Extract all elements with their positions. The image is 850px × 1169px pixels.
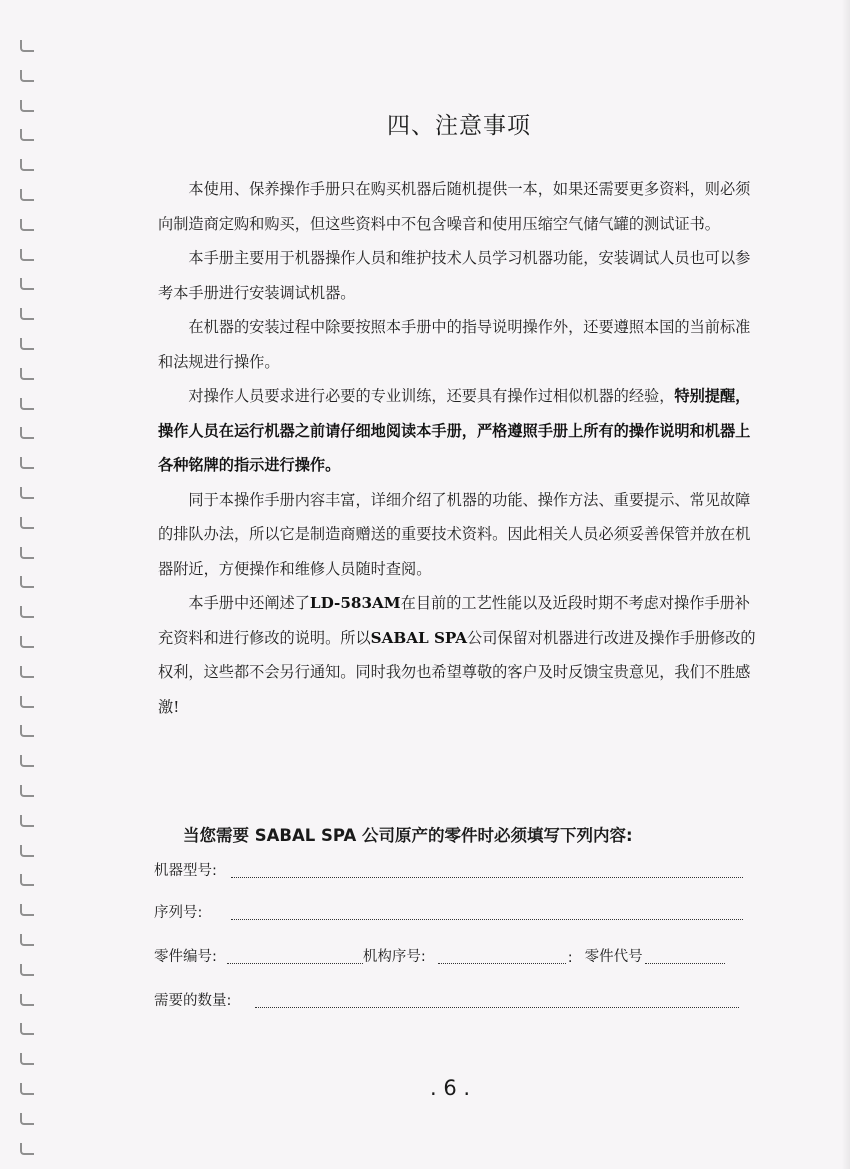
mechanism-number-label: 机构序号: <box>362 949 426 965</box>
part-number-row <box>154 938 754 968</box>
binding-hole <box>20 1143 34 1155</box>
page-edge-shadow <box>842 0 850 1169</box>
binding-hole <box>20 70 34 82</box>
binding-hole <box>20 398 34 410</box>
machine-model-field[interactable] <box>231 863 743 878</box>
paragraph-3 <box>158 310 762 379</box>
paragraph-1 <box>158 172 762 241</box>
paragraph-4-text: 对操作人员要求进行必要的专业训练，还要具有操作过相似机器的经验， <box>188 387 675 405</box>
binding-hole <box>20 934 34 946</box>
serial-number-label: 序列号: <box>154 905 203 921</box>
part-number-field[interactable] <box>227 949 363 964</box>
binding-hole <box>20 368 34 380</box>
form-heading: 当您需要 SABAL SPA 公司原产的零件时必须填写下列内容: <box>183 826 633 845</box>
binding-hole <box>20 427 34 439</box>
paragraph-6-text-c: 公司保留对机器进行改进及操作手册修改的权利，这些都不会另行通知。同时我勿也希望尊敬的客户及时反馈宝贵意见，我们不胜感激! <box>158 628 756 716</box>
machine-model-label: 机器型号: <box>154 863 217 879</box>
machine-model-row <box>154 852 754 882</box>
binding-hole <box>20 576 34 588</box>
paragraph-2 <box>158 241 762 310</box>
part-code-label: 零件代号 <box>584 949 643 965</box>
paragraph-6-text-a: 本手册中还阐述了 <box>188 594 310 612</box>
binding-hole <box>20 964 34 976</box>
binding-hole <box>20 725 34 737</box>
quantity-row <box>154 982 754 1012</box>
binding-hole <box>20 338 34 350</box>
binding-hole <box>20 249 34 261</box>
paragraph-5 <box>158 483 762 587</box>
body-text <box>158 172 762 724</box>
part-number-label: 零件编号: <box>154 949 217 965</box>
binding-hole <box>20 845 34 857</box>
paragraph-3-text: 在机器的安装过程中除要按照本手册中的指导说明操作外，还要遵照本国的当前标准和法规进行操作。 <box>158 318 751 371</box>
serial-number-field[interactable] <box>231 905 743 920</box>
binding-hole <box>20 1053 34 1065</box>
page-number: . 6 . <box>429 1076 471 1100</box>
binding-hole <box>20 1023 34 1035</box>
binding-hole <box>20 547 34 559</box>
page-title: 四、注意事项 <box>387 113 531 139</box>
binding-hole <box>20 815 34 827</box>
paragraph-6 <box>158 586 762 724</box>
model-code: LD-583AM <box>309 594 401 612</box>
paragraph-6-text-b: 在目前的工艺性能以及近段时期不考虑对操作手册补充资料和进行修改的说明。所以 <box>158 594 750 647</box>
paragraph-2-text: 本手册主要用于机器操作人员和维护技术人员学习机器功能，安装调试人员也可以参考本手册进行安装调试机器。 <box>158 249 751 302</box>
binding-hole <box>20 308 34 320</box>
binding-hole <box>20 1113 34 1125</box>
paragraph-5-text: 同于本操作手册内容丰富，详细介绍了机器的功能、操作方法、重要提示、常见故障的排队办法，所以它是制造商赠送的重要技术资料。因此相关人员必须妥善保管并放在机器附近，方便操作和维修人员随时查阅。 <box>158 490 751 578</box>
quantity-field[interactable] <box>255 993 739 1008</box>
paragraph-1-text: 本使用、保养操作手册只在购买机器后随机提供一本，如果还需要更多资料，则必须向制造商定购和购买，但这些资料中不包含噪音和使用压缩空气储气罐的测试证书。 <box>158 180 751 233</box>
part-code-field[interactable] <box>645 949 725 964</box>
serial-number-row <box>154 894 754 924</box>
company-name: SABAL SPA <box>370 628 468 647</box>
binding-hole <box>20 666 34 678</box>
binding-hole <box>20 636 34 648</box>
paragraph-4 <box>158 379 762 483</box>
binding-hole <box>20 517 34 529</box>
binding-hole <box>20 994 34 1006</box>
binding-hole <box>20 487 34 499</box>
binding-hole <box>20 606 34 618</box>
binding-hole <box>20 278 34 290</box>
binding-hole <box>20 219 34 231</box>
binding-hole <box>20 874 34 886</box>
binding-hole <box>20 189 34 201</box>
binding-hole <box>20 696 34 708</box>
spiral-binding <box>14 30 44 1160</box>
quantity-label: 需要的数量: <box>154 993 232 1009</box>
binding-hole <box>20 40 34 52</box>
paragraph-4-emphasis: 特别提醒，操作人员在运行机器之前请仔细地阅读本手册，严格遵照手册上所有的操作说明和机器上各种铭牌的指示进行操作。 <box>158 387 751 474</box>
binding-hole <box>20 904 34 916</box>
field-separator: : <box>567 950 573 966</box>
binding-hole <box>20 785 34 797</box>
binding-hole <box>20 457 34 469</box>
binding-hole <box>20 159 34 171</box>
mechanism-number-field[interactable] <box>438 949 566 964</box>
binding-hole <box>20 755 34 767</box>
